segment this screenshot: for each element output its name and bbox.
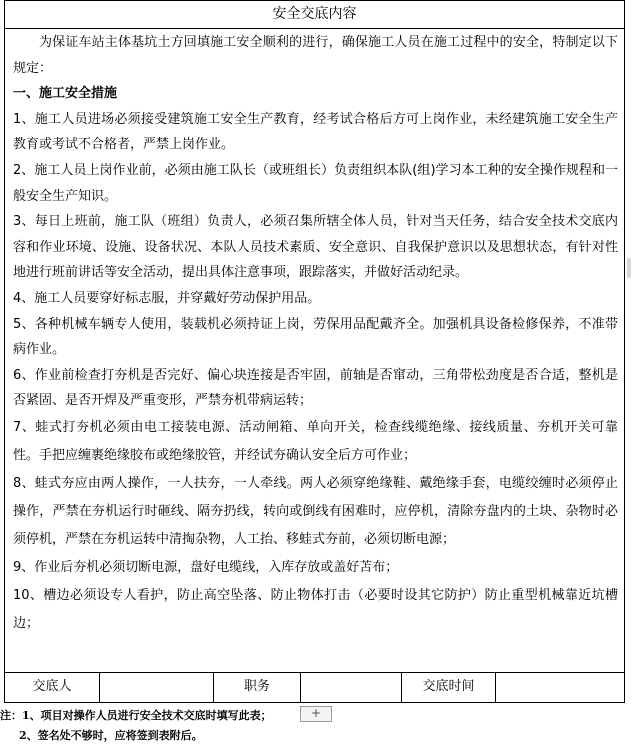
handover-time-field[interactable] (496, 673, 624, 702)
position-label: 职务 (214, 673, 301, 702)
rule-item-8: 8、蛙式夯应由两人操作，一人扶夯，一人牵线。两人必须穿绝缘鞋、戴绝缘手套，电缆绞缠时必须停止操作，严禁在夯机运行时砸线、隔夯扔线，转向或倒线有困难时，应停机，清除夯盘内的土块、杂物时必须停机，严禁在夯机运转中清掏杂物，人工抬、移蛙式夯前，必须切断电源； (13, 475, 618, 547)
note-line-1: 注：1、项目对操作人员进行安全技术交底时填写此表； (0, 709, 272, 722)
handover-person-label: 交底人 (5, 673, 100, 702)
document-title: 安全交底内容 (5, 1, 624, 29)
rule-item-4: 4、施工人员要穿好标志服，并穿戴好劳动保护用品。 (13, 290, 321, 306)
scrollbar-marker[interactable] (627, 258, 631, 278)
rule-item-1: 1、施工人员进场必须接受建筑施工安全生产教育，经考试合格后方可上岗作业，未经建筑施工安全生产教育或考试不合格者，严禁上岗作业。 (13, 111, 618, 153)
signature-row (5, 672, 624, 702)
rule-item-6: 6、作业前检查打夯机是否完好、偏心块连接是否牢固，前轴是否窜动，三角带松劲度是否合适，整机是否紧固、是否开焊及严重变形，严禁夯机带病运转； (13, 367, 618, 409)
rule-item-5: 5、各种机械车辆专人使用，装载机必须持证上岗，劳保用品配戴齐全。加强机具设备检修保养，不准带病作业。 (13, 316, 618, 358)
rule-item-2: 2、施工人员上岗作业前，必须由施工队长（或班组长）负责组织本队(组)学习本工种的安全操作规程和一般安全生产知识。 (13, 162, 618, 204)
handover-person-field[interactable] (100, 673, 214, 702)
rule-item-7: 7、蛙式打夯机必须由电工接装电源、活动闸箱、单向开关，检查线缆绝缘、接线质量、夯机开关可靠性。手把应缠裹绝缘胶布或绝缘胶管，并经试夯确认安全后方可作业； (13, 419, 618, 463)
position-field[interactable] (301, 673, 402, 702)
intro-paragraph: 为保证车站主体基坑土方回填施工安全顺利的进行，确保施工人员在施工过程中的安全，特制定以下规定： (13, 35, 618, 76)
safety-briefing-table (4, 0, 625, 703)
note-line-2: 2、签名处不够时，应将签到表附后。 (19, 729, 203, 742)
rule-item-9: 9、作业后夯机必须切断电源，盘好电缆线，入库存放或盖好苫布； (13, 559, 399, 575)
briefing-content (13, 30, 618, 638)
rule-item-10: 10、槽边必须设专人看护，防止高空坠落、防止物体打击（必要时设其它防护）防止重型机械靠近坑槽边； (13, 587, 618, 631)
handover-time-label: 交底时间 (402, 673, 496, 702)
add-sheet-button[interactable]: + (300, 706, 332, 722)
rule-item-3: 3、每日上班前，施工队（班组）负责人，必须召集所辖全体人员，针对当天任务，结合安全技术交底内容和作业环境、设施、设备状况、本队人员技术素质、安全意识、自我保护意识以及思想状态，有针对性地进行班前讲话等安全活动，提出具体注意事项，跟踪落实，并做好活动纪录。 (13, 214, 618, 281)
section-heading: 一、施工安全措施 (13, 86, 118, 102)
